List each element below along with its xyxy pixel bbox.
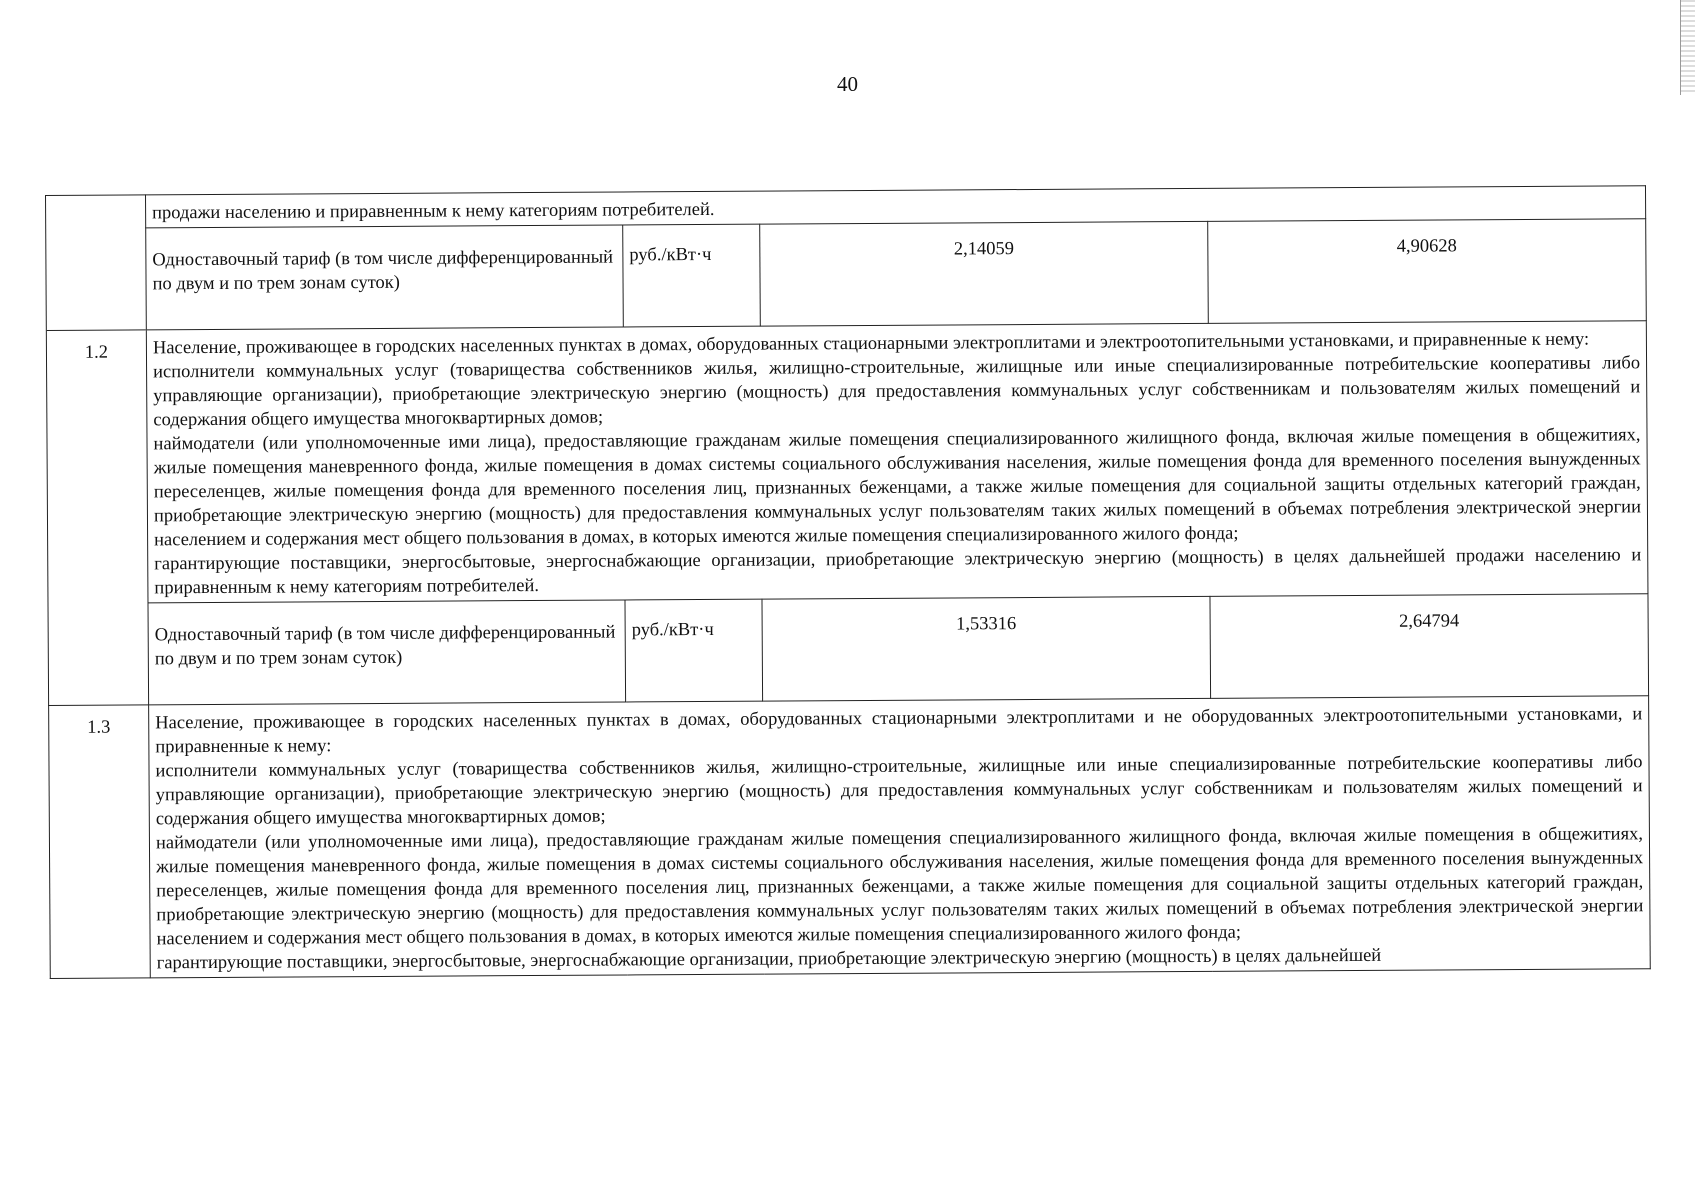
row-number-cell (46, 195, 147, 331)
row-description (146, 321, 1648, 603)
tariff-unit-cell: руб./кВт·ч (623, 224, 761, 327)
description-paragraph: исполнители коммунальных услуг (товарищества собственников жилья, жилищно-строительные, жилищные или иные специализированные потребительские кооперативы либо управляющие организации), приобретающие электрическую энергию (мощность) для предоставления коммунальных услуг собственникам и пользователям жилых помещений и содержания общего имущества многоквартирных домов; (155, 752, 1643, 830)
tariff-name-cell: Одноставочный тариф (в том числе дифференцированный по двум и по трем зонам суток) (148, 600, 626, 705)
description-paragraph: исполнители коммунальных услуг (товарищества собственников жилья, жилищно-строительные, жилищные или иные специализированные потребительские кооперативы либо управляющие организации), приобретающие электрическую энергию (мощность) для предоставления коммунальных услуг собственникам и пользователям жилых помещений и содержания общего имущества многоквартирных домов; (153, 353, 1641, 431)
row-description: продажи населению и приравненным к нему категориям потребителей. (146, 186, 1646, 228)
tariff-value-2-cell: 4,90628 (1208, 219, 1647, 324)
description-paragraph: гарантирующие поставщики, энергосбытовые, энергоснабжающие организации, приобретающие электрическую энергию (мощность) в целях дальнейшей продажи населению и приравненным к нему категориям потребителей. (154, 545, 1642, 599)
table-row (46, 219, 1647, 331)
description-paragraph: наймодатели (или уполномоченные ими лица), предоставляющие гражданам жилые помещения специализированного жилищного фонда, включая жилые помещения в общежитиях, жилые помещения маневренного фонда, жилые помещения в домах системы социального обслуживания населения, жилые помещения фонда для временного поселения вынужденных переселенцев, жилые помещения фонда для временного поселения лиц, признанных беженцами, а также жилые помещения для социальной защиты отдельных категорий граждан, приобретающие электрическую энергию (мощность) для предоставления коммунальных услуг пользователям таких жилых помещений в объемах потребления электрической энергии населением и содержания мест общего пользования в домах, в которых имеются жилые помещения специализированного жилого фонда; (153, 425, 1641, 551)
table-row (49, 696, 1651, 979)
description-paragraph: Население, проживающее в городских населенных пунктах в домах, оборудованных стационарными электроплитами и не оборудованных электроотопительными установками, и приравненные к нему: (155, 704, 1643, 758)
row-number-cell: 1.3 (49, 705, 151, 979)
tariff-name-cell: Одноставочный тариф (в том числе дифференцированный по двум и по трем зонам суток) (146, 225, 624, 330)
description-paragraph: наймодатели (или уполномоченные ими лица), предоставляющие гражданам жилые помещения специализированного жилищного фонда, включая жилые помещения в общежитиях, жилые помещения маневренного фонда, жилые помещения в домах системы социального обслуживания населения, жилые помещения фонда для временного поселения вынужденных переселенцев, жилые помещения фонда для временного поселения лиц, признанных беженцами, а также жилые помещения для социальной защиты отдельных категорий граждан, приобретающие электрическую энергию (мощность) для предоставления коммунальных услуг пользователям таких жилых помещений в объемах потребления электрической энергии населением и содержания мест общего пользования в домах, в которых имеются жилые помещения специализированного жилого фонда; (155, 824, 1644, 950)
description-paragraph: Население, проживающее в городских населенных пунктах в домах, оборудованных стационарными электроплитами и электроотопительными установками, и приравненные к нему: (152, 329, 1590, 359)
tariff-table-wrapper (45, 185, 1650, 979)
tariff-unit-cell: руб./кВт·ч (625, 599, 763, 702)
tariff-value-2-cell: 2,64794 (1210, 594, 1649, 699)
row-description (149, 696, 1651, 978)
row-number-cell: 1.2 (46, 330, 148, 706)
tariff-value-1-cell: 2,14059 (760, 221, 1209, 326)
page-number: 40 (837, 72, 858, 96)
tariff-value-1-cell: 1,53316 (762, 596, 1211, 701)
table-row (48, 594, 1649, 706)
table-row (46, 321, 1648, 604)
tariff-table (45, 185, 1651, 979)
description-paragraph: гарантирующие поставщики, энергосбытовые, энергоснабжающие организации, приобретающие электрическую энергию (мощность) в целях дальнейшей (156, 945, 1382, 974)
